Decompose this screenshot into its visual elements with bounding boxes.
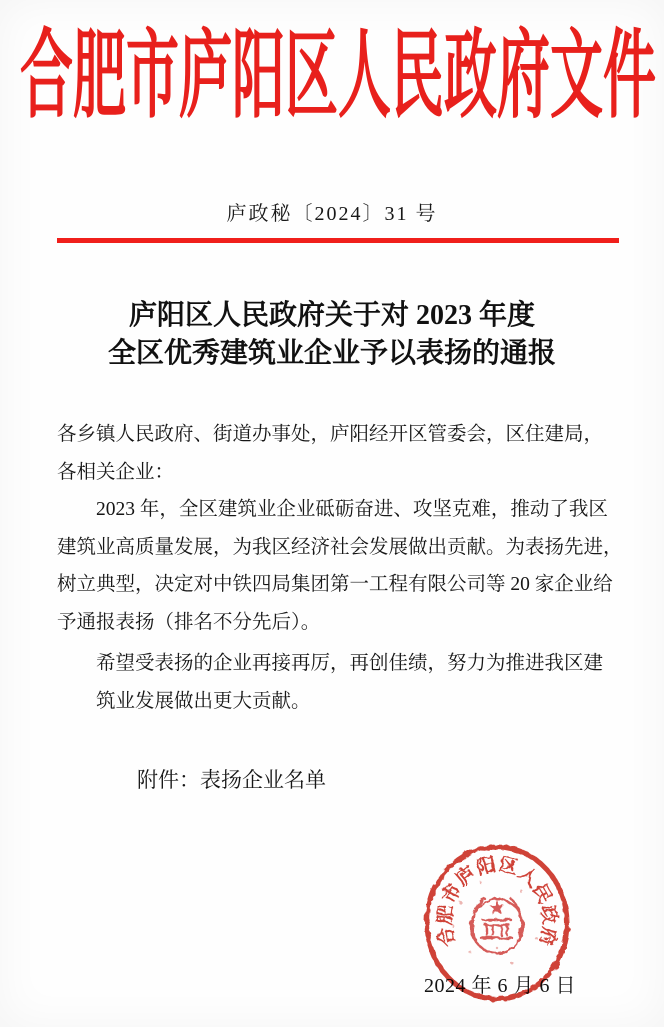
body-line: 筑业发展做出更大贡献。 (96, 690, 311, 712)
red-letterhead-title: 合肥市庐阳区人民政府文件 (20, 24, 656, 131)
document-number: 庐政秘〔2024〕31 号 (226, 203, 438, 225)
body-line: 希望受表扬的企业再接再厉，再创佳绩，努力为推进我区建 (96, 653, 604, 674)
official-seal-icon (420, 842, 574, 1006)
red-divider-line (57, 238, 619, 243)
body-line: 各乡镇人民政府、街道办事处，庐阳经开区管委会，区住建局， (57, 424, 604, 445)
seal-ring-text: 合肥市庐阳区人民政府 (434, 854, 560, 950)
body-line: 2023 年，全区建筑业企业砥砺奋进、攻坚克难，推动了我区 (96, 499, 608, 520)
body-line: 各相关企业： (57, 461, 175, 483)
issue-date: 2024 年 6 月 6 日 (424, 975, 576, 997)
document-title (0, 297, 664, 373)
body-text (57, 416, 623, 720)
attachment-note: 附件：表扬企业名单 (137, 768, 326, 792)
body-line: 树立典型，决定对中铁四局集团第一工程有限公司等 20 家企业给 (57, 574, 613, 595)
body-line: 予通报表扬（排名不分先后）。 (57, 611, 321, 633)
document-title-line1: 庐阳区人民政府关于对 2023 年度 (128, 300, 535, 331)
body-line: 建筑业高质量发展，为我区经济社会发展做出贡献。为表扬先进， (57, 536, 623, 558)
document-title-line2: 全区优秀建筑业企业予以表扬的通报 (107, 338, 556, 369)
national-emblem-icon (471, 898, 523, 953)
